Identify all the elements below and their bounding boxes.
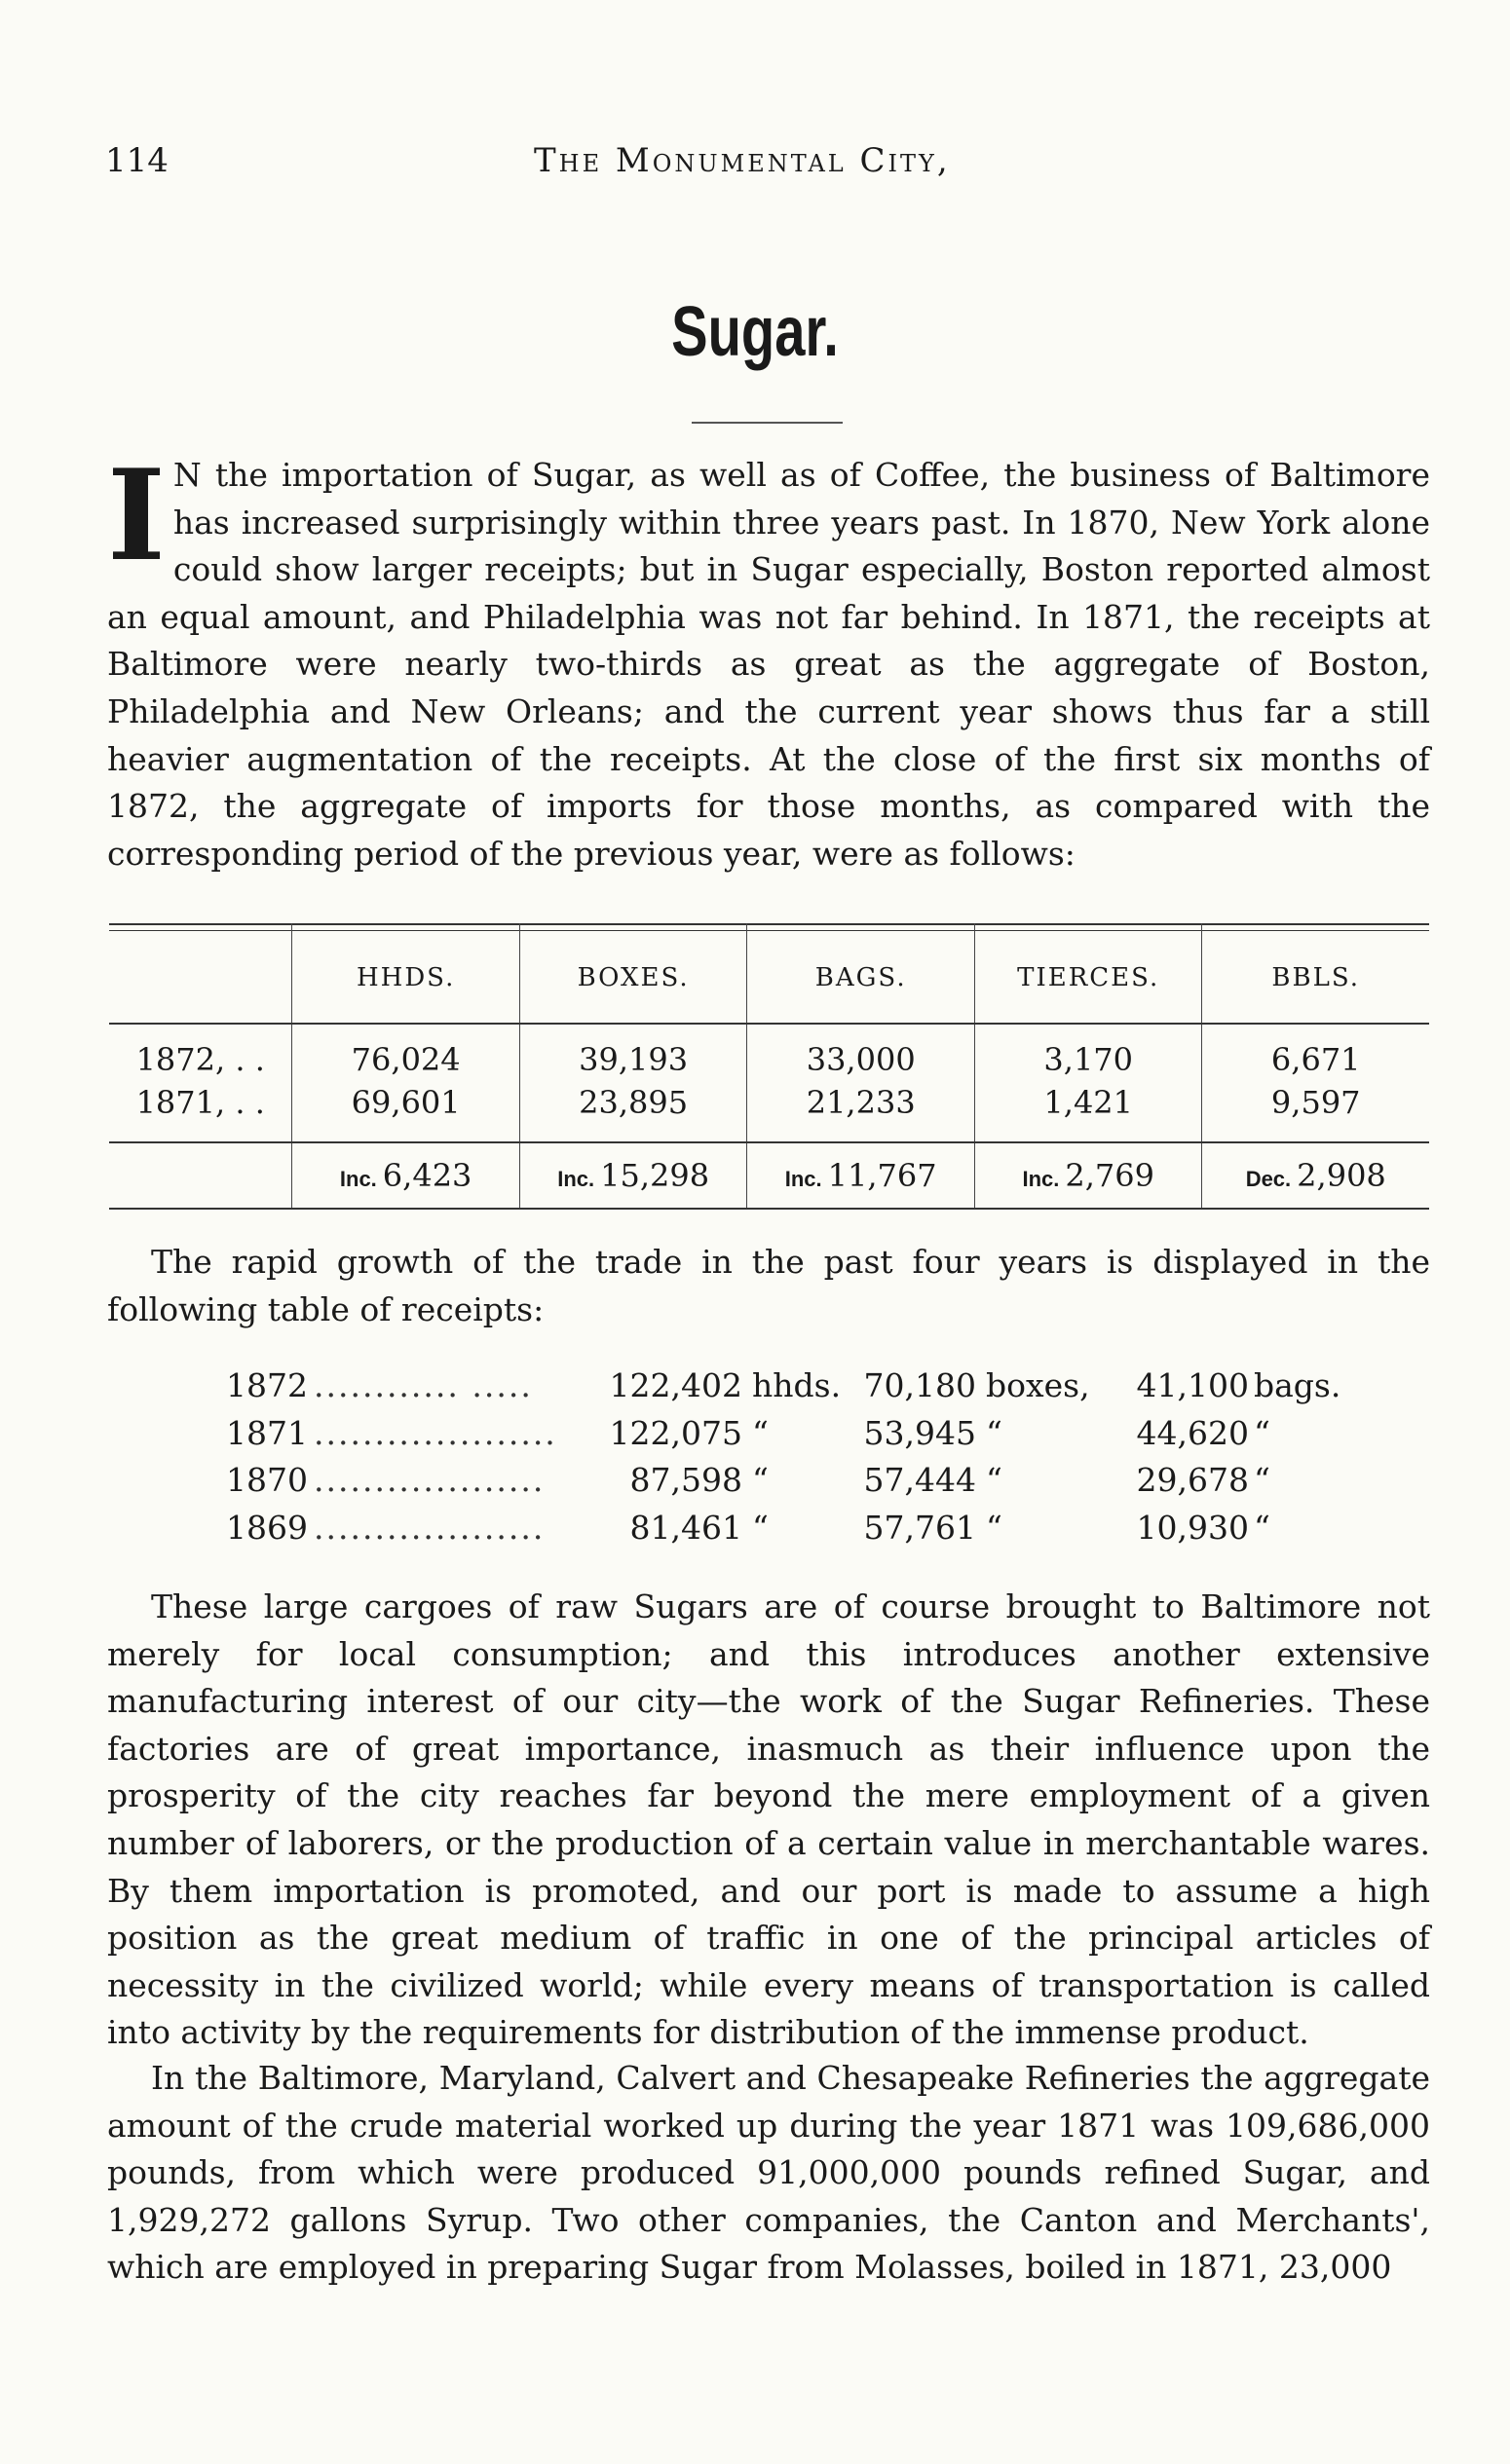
header-bags: BAGS.	[747, 923, 975, 1024]
leader-dots: ...................	[314, 1508, 546, 1547]
receipt-unit-hhds: “	[752, 1413, 769, 1452]
diff-boxes	[519, 1142, 747, 1209]
receipt-unit-bags: “	[1254, 1461, 1270, 1499]
diff-value: 6,423	[382, 1157, 472, 1194]
receipt-boxes: 57,444	[863, 1461, 976, 1499]
receipt-unit-bags: bags.	[1254, 1366, 1341, 1404]
receipt-year: 1871	[226, 1413, 308, 1452]
cell-bags: 33,000	[747, 1024, 975, 1081]
growth-paragraph: The rapid growth of the trade in the past four years is displayed in the following table of receipts:	[107, 1243, 1430, 1328]
diff-bbls	[1202, 1142, 1429, 1209]
diff-value: 2,908	[1297, 1157, 1386, 1194]
diff-tierces	[974, 1142, 1202, 1209]
cell-hhds: 69,601	[292, 1081, 519, 1142]
diff-bags	[747, 1142, 975, 1209]
section-title: Sugar.	[671, 293, 839, 371]
diff-prefix: Inc.	[1022, 1167, 1060, 1191]
receipt-bags: 41,100	[1136, 1366, 1249, 1404]
cell-hhds: 76,024	[292, 1024, 519, 1081]
aggregate-paragraph: In the Baltimore, Maryland, Calvert and Chesapeake Refineries the aggregate amount of the crude material worked up during the year 1871 was 109,686,000 pounds, from which were produced 91,000,000 pounds refined Sugar, and 1,929,272 gallons Syrup. Two other companies, the Canton and Merchants', which are employed in preparing Sugar from Molasses, boiled in 1871, 23,000	[107, 2059, 1430, 2287]
imports-header-row	[109, 923, 1429, 1024]
diff-hhds	[292, 1142, 519, 1209]
header-year-cell	[109, 923, 292, 1024]
table-row	[109, 1024, 1429, 1081]
receipt-unit-hhds: hhds.	[752, 1366, 842, 1404]
receipts-table	[226, 1366, 1346, 1555]
diff-value: 11,767	[827, 1157, 937, 1194]
receipt-unit-boxes: “	[986, 1461, 1002, 1499]
receipt-hhds: 122,402	[609, 1366, 742, 1404]
refineries-paragraph: These large cargoes of raw Sugars are of course brought to Baltimore not merely for local consumption; and this introduces another extensive manufacturing interest of our city—the work of the Sugar Refineries. These factories are of great importance, inasmuch as their influence upon the prosperity of the city reaches far beyond the mere employment of a given number of laborers, or the production of a certain value in merchantable wares. By them importation is promoted, and our port is made to assume a high position as the great medium of traffic in one of the principal articles of necessity in the civilized world; while every means of transportation is called into activity by the requirements for distribution of the immense product.	[107, 1587, 1430, 2052]
receipt-hhds: 122,075	[609, 1413, 742, 1452]
row-year: 1871, . .	[135, 1084, 265, 1121]
cell-boxes: 23,895	[519, 1081, 747, 1142]
diff-prefix: Inc.	[339, 1167, 377, 1191]
list-item	[226, 1414, 1346, 1462]
diff-prefix: Inc.	[557, 1167, 595, 1191]
diff-value: 2,769	[1065, 1157, 1154, 1194]
receipt-hhds: 81,461	[629, 1508, 742, 1547]
receipt-year: 1869	[226, 1508, 308, 1547]
difference-row	[109, 1142, 1429, 1209]
intro-paragraph	[107, 443, 1430, 877]
leader-dots: ....................	[314, 1413, 557, 1452]
receipt-year: 1872	[226, 1366, 308, 1404]
receipt-hhds: 87,598	[629, 1461, 742, 1499]
leader-dots: ...................	[314, 1461, 546, 1499]
page-number: 114	[105, 141, 169, 180]
row-year: 1872, . .	[135, 1041, 265, 1078]
receipt-unit-boxes: “	[986, 1413, 1002, 1452]
header-tierces: TIERCES.	[974, 923, 1202, 1024]
drop-cap: I	[107, 443, 164, 589]
running-title: The Monumental City,	[534, 141, 951, 180]
receipt-boxes: 70,180	[863, 1366, 976, 1404]
cell-bags: 21,233	[747, 1081, 975, 1142]
header-bbls: BBLS.	[1202, 923, 1429, 1024]
receipt-unit-bags: “	[1254, 1508, 1270, 1547]
title-rule	[692, 422, 843, 424]
receipt-boxes: 57,761	[863, 1508, 976, 1547]
running-head	[105, 141, 1430, 190]
intro-text: N the importation of Sugar, as well as of Coffee, the business of Baltimore has increased surprisingly within three years past. In 1870, New York alone could show larger receipts; but in Sugar especially, Boston reported almost an equal amount, and Philadelphia was not far behind. In 1871, the receipts at Baltimore were nearly two-thirds as great as the aggregate of Boston, Philadelphia and New Orleans; and the current year shows thus far a still heavier augmentation of the receipts. At the close of the first six months of 1872, the aggregate of imports for those months, as compared with the corresponding period of the previous year, were as follows:	[107, 456, 1430, 873]
receipt-unit-hhds: “	[752, 1508, 769, 1547]
difference-label-cell	[109, 1142, 292, 1209]
receipt-unit-hhds: “	[752, 1461, 769, 1499]
cell-tierces: 3,170	[974, 1024, 1202, 1081]
receipt-boxes: 53,945	[863, 1413, 976, 1452]
cell-tierces: 1,421	[974, 1081, 1202, 1142]
receipt-bags: 29,678	[1136, 1461, 1249, 1499]
header-hhds: HHDS.	[292, 923, 519, 1024]
imports-table	[109, 923, 1429, 1210]
receipt-bags: 10,930	[1136, 1508, 1249, 1547]
table-row	[109, 1081, 1429, 1142]
diff-prefix: Dec.	[1245, 1167, 1292, 1191]
receipt-unit-boxes: “	[986, 1508, 1002, 1547]
cell-bbls: 9,597	[1202, 1081, 1429, 1142]
receipt-bags: 44,620	[1136, 1413, 1249, 1452]
receipt-unit-boxes: boxes,	[986, 1366, 1090, 1404]
list-item	[226, 1509, 1346, 1556]
receipt-unit-bags: “	[1254, 1413, 1270, 1452]
receipt-year: 1870	[226, 1461, 308, 1499]
list-item	[226, 1366, 1346, 1414]
list-item	[226, 1461, 1346, 1509]
diff-prefix: Inc.	[784, 1167, 822, 1191]
diff-value: 15,298	[600, 1157, 710, 1194]
leader-dots: ............ .....	[314, 1366, 533, 1404]
cell-boxes: 39,193	[519, 1024, 747, 1081]
cell-bbls: 6,671	[1202, 1024, 1429, 1081]
header-boxes: BOXES.	[519, 923, 747, 1024]
